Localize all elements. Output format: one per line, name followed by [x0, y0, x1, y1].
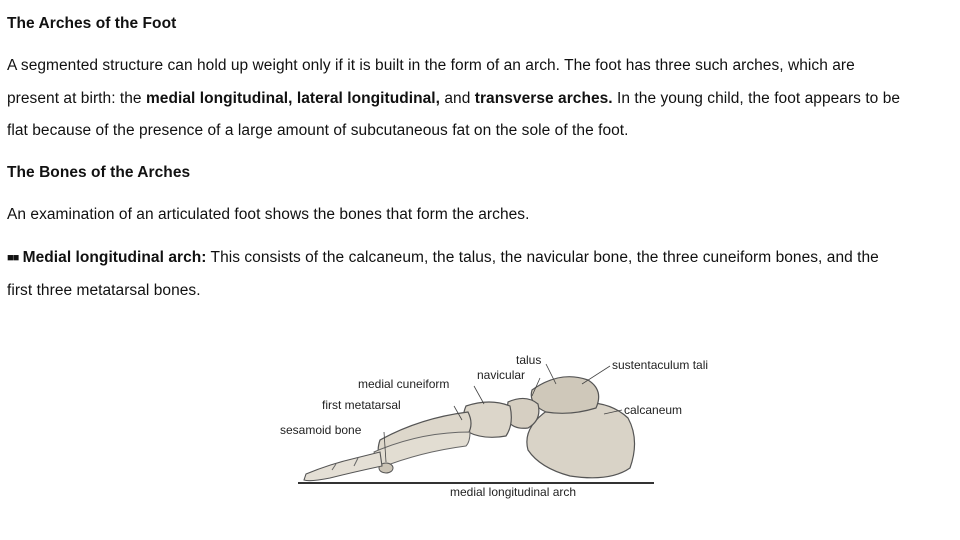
- label-medial-cuneiform: medial cuneiform: [358, 377, 450, 391]
- text-run: In the young child, the foot appears to be: [612, 90, 901, 107]
- text-run: and: [440, 90, 475, 107]
- paragraph-3-line-1: [7, 248, 879, 268]
- foot-skeleton-figure: [270, 340, 750, 510]
- heading-bones-of-arches: The Bones of the Arches: [7, 164, 191, 181]
- bold-medial-arch: Medial longitudinal arch:: [18, 249, 207, 266]
- label-sustentaculum-tali: sustentaculum tali: [612, 358, 709, 372]
- label-sesamoid-bone: sesamoid bone: [280, 423, 362, 437]
- heading-arches-of-foot: The Arches of the Foot: [7, 15, 177, 32]
- label-navicular: navicular: [477, 368, 526, 382]
- text-run: This consists of the calcaneum, the talus, the navicular bone, the three cuneiform bones, and the: [206, 249, 879, 266]
- label-first-metatarsal: first metatarsal: [322, 398, 401, 412]
- phalanges: [304, 452, 382, 481]
- paragraph-1-line-3: flat because of the presence of a large amount of subcutaneous fat on the sole of the foot.: [7, 122, 629, 139]
- text-run: present at birth: the: [7, 90, 146, 107]
- calcaneum-bone: [527, 403, 635, 478]
- talus-bone: [531, 377, 598, 414]
- bullet-squares: ■■: [7, 252, 19, 264]
- paragraph-2: An examination of an articulated foot shows the bones that form the arches.: [7, 206, 530, 223]
- paragraph-1-line-2: [7, 89, 900, 109]
- bold-arch-names: medial longitudinal, lateral longitudinal,: [145, 90, 441, 107]
- label-calcaneum: calcaneum: [624, 403, 683, 417]
- paragraph-3-line-2: first three metatarsal bones.: [7, 282, 201, 299]
- label-medial-longitudinal-arch: medial longitudinal arch: [450, 485, 577, 499]
- label-talus: talus: [516, 353, 542, 367]
- bold-transverse-arches: transverse arches.: [474, 90, 613, 107]
- paragraph-1-line-1: A segmented structure can hold up weight only if it is built in the form of an arch. The foot has three such arches, which are: [7, 57, 855, 74]
